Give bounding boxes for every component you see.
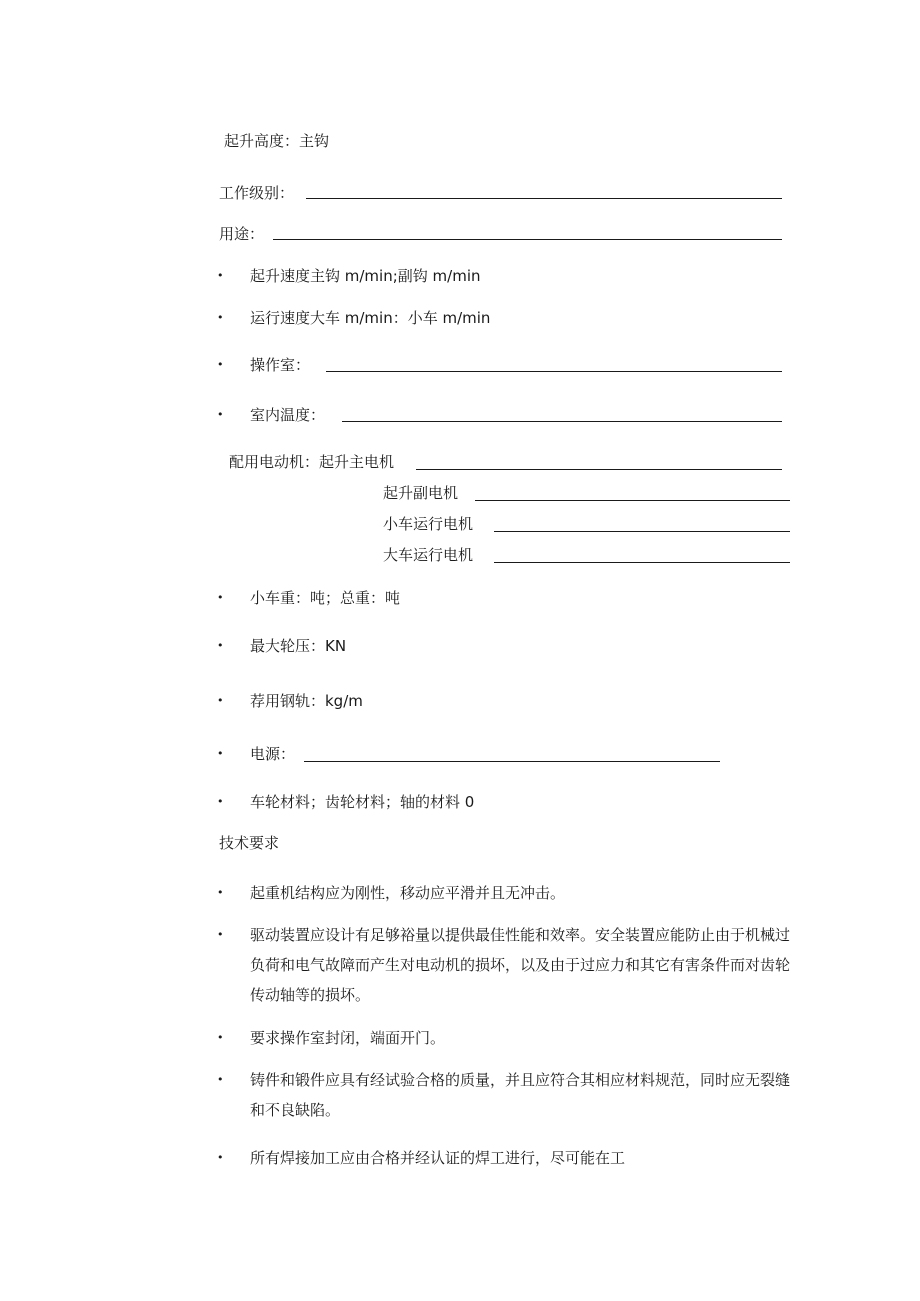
bullet: • [217, 311, 224, 324]
max-wheel-load-text: 最大轮压：KN [250, 637, 347, 655]
usage-blank [273, 239, 782, 240]
requirement-item: 起重机结构应为刚性，移动应平滑并且无冲击。 [250, 884, 566, 902]
requirement-item: 铸件和锻件应具有经试验合格的质量，并且应符合其相应材料规范，同时应无裂缝和不良缺陷。 [250, 1071, 791, 1119]
cabin-blank [326, 371, 782, 372]
bullet: • [217, 694, 224, 707]
work-class-label: 工作级别： [219, 184, 295, 202]
motor-trolley-label: 小车运行电机 [383, 515, 474, 533]
bullet: • [217, 795, 224, 808]
requirement-item: 驱动装置应设计有足够裕量以提供最佳性能和效率。安全装置应能防止由于机械过负荷和电气故障而产生对电动机的损坏，以及由于过应力和其它有害条件而对齿轮传动轴等的损坏。 [250, 926, 791, 1004]
motor-aux-hoist-label: 起升副电机 [383, 484, 459, 502]
lifting-height-text: 起升高度：主钩 [224, 132, 330, 150]
bullet: • [217, 269, 224, 282]
cabin-label: 操作室： [250, 356, 311, 374]
motor-trolley-blank [494, 531, 790, 532]
bullet: • [217, 747, 224, 760]
bullet: • [217, 408, 224, 421]
requirement-item: 所有焊接加工应由合格并经认证的焊工进行，尽可能在工 [250, 1149, 626, 1167]
power-blank [304, 761, 720, 762]
bullet: • [217, 1151, 224, 1164]
motor-crane-label: 大车运行电机 [383, 546, 474, 564]
work-class-blank [306, 198, 782, 199]
bullet: • [217, 886, 224, 899]
tech-requirements-heading: 技术要求 [219, 834, 280, 852]
motor-aux-hoist-blank [475, 500, 790, 501]
bullet: • [217, 639, 224, 652]
materials-text: 车轮材料；齿轮材料；轴的材料 0 [250, 793, 475, 811]
motor-crane-blank [494, 562, 790, 563]
power-label: 电源： [250, 745, 296, 763]
motor-main-label: 配用电动机：起升主电机 [229, 453, 395, 471]
bullet: • [217, 1031, 224, 1044]
lifting-speed-text: 起升速度主钩 m/min;副钩 m/min [250, 267, 481, 285]
usage-label: 用途： [219, 225, 265, 243]
running-speed-text: 运行速度大车 m/min：小车 m/min [250, 309, 491, 327]
requirement-item: 要求操作室封闭，端面开门。 [250, 1029, 446, 1047]
motor-main-blank [416, 469, 782, 470]
trolley-weight-text: 小车重：吨；总重：吨 [250, 589, 401, 607]
bullet: • [217, 591, 224, 604]
rail-text: 荐用钢轨：kg/m [250, 692, 363, 710]
indoor-temp-blank [342, 421, 782, 422]
bullet: • [217, 358, 224, 371]
indoor-temp-label: 室内温度： [250, 406, 326, 424]
bullet: • [217, 1073, 224, 1086]
bullet: • [217, 928, 224, 941]
